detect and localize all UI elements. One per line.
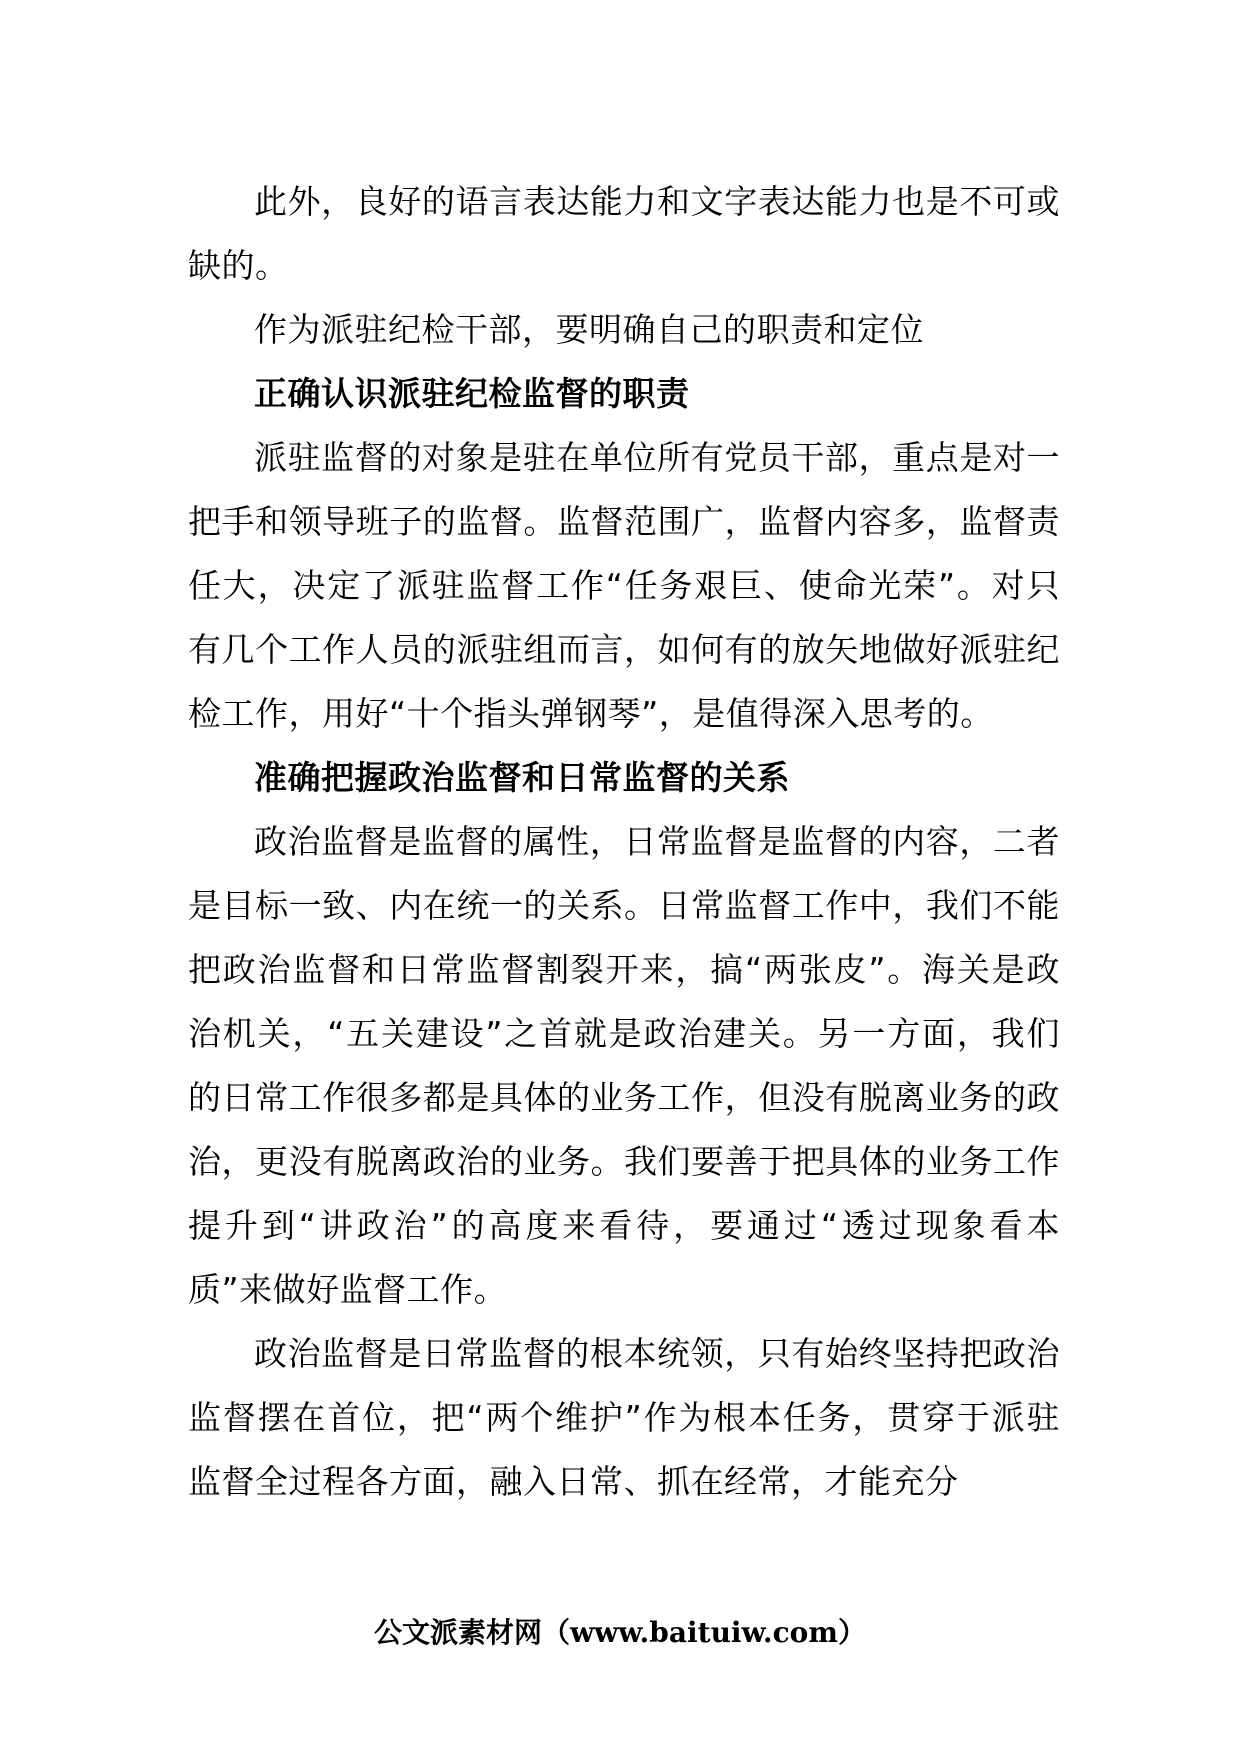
body-paragraph: 此外，良好的语言表达能力和文字表达能力也是不可或缺的。 (188, 182, 1060, 285)
document-body (188, 170, 1060, 1514)
page-footer: 公文派素材网（www.baituiw.com） (374, 1616, 866, 1649)
section-heading: 正确认识派驻纪检监督的职责 (254, 374, 690, 413)
section-heading: 准确把握政治监督和日常监督的关系 (254, 758, 790, 797)
body-paragraph: 作为派驻纪检干部，要明确自己的职责和定位 (254, 310, 924, 349)
body-paragraph: 政治监督是日常监督的根本统领，只有始终坚持把政治监督摆在首位，把“两个维护”作为根本任务，贯穿于派驻监督全过程各方面，融入日常、抓在经常，才能充分 (188, 1334, 1060, 1501)
body-paragraph: 派驻监督的对象是驻在单位所有党员干部，重点是对一把手和领导班子的监督。监督范围广，监督内容多，监督责任大，决定了派驻监督工作“任务艰巨、使命光荣”。对只有几个工作人员的派驻组而言，如何有的放矢地做好派驻纪检工作，用好“十个指头弹钢琴”，是值得深入思考的。 (188, 438, 1060, 733)
body-paragraph: 政治监督是监督的属性，日常监督是监督的内容，二者是目标一致、内在统一的关系。日常监督工作中，我们不能把政治监督和日常监督割裂开来，搞“两张皮”。海关是政治机关，“五关建设”之首就是政治建关。另一方面，我们的日常工作很多都是具体的业务工作，但没有脱离业务的政治，更没有脱离政治的业务。我们要善于把具体的业务工作提升到“讲政治”的高度来看待，要通过“透过现象看本质”来做好监督工作。 (188, 822, 1060, 1309)
